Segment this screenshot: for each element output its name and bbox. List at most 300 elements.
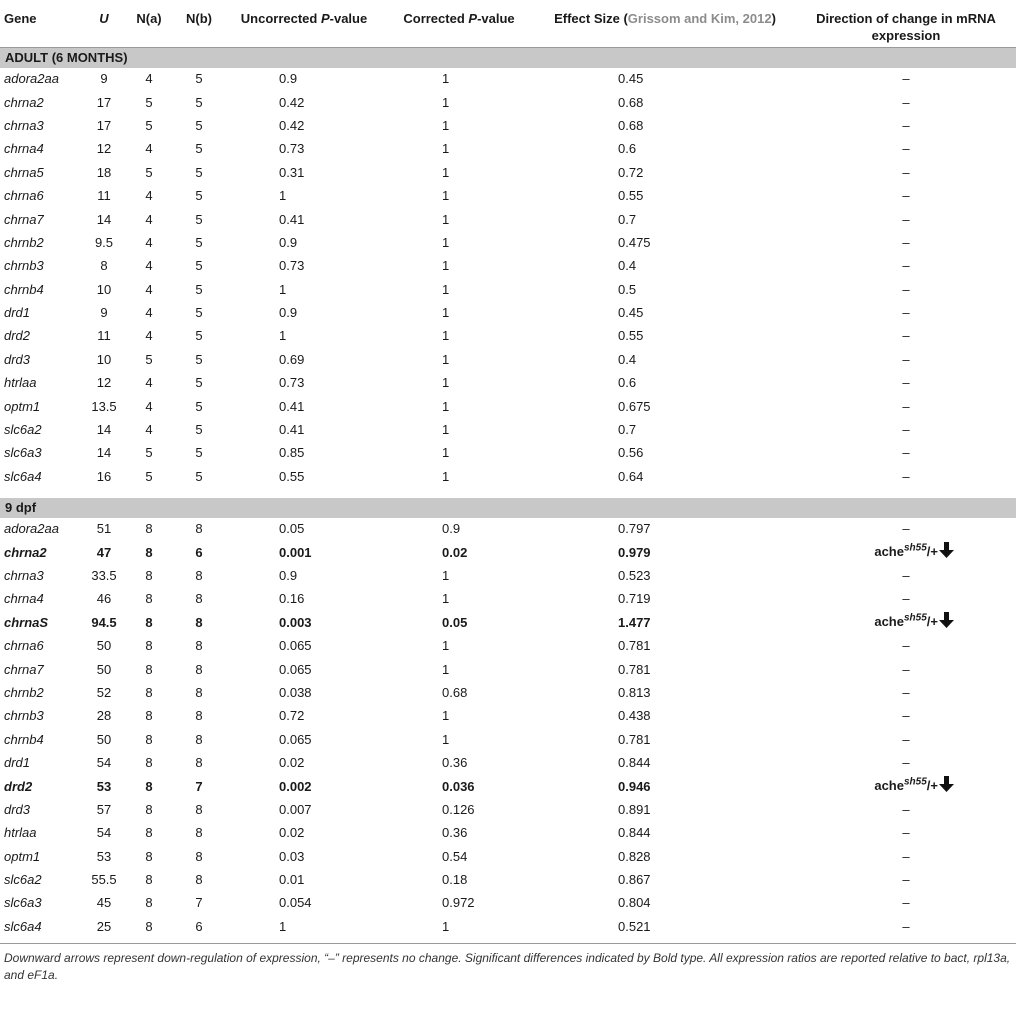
table-row — [0, 395, 1016, 418]
corrected-p-cell: 1 — [442, 117, 450, 133]
gene-cell: chrna3 — [4, 568, 44, 583]
u-cell: 54 — [96, 755, 112, 771]
direction-cell: – — [902, 258, 910, 274]
na-cell: 4 — [145, 281, 153, 297]
nb-cell: 8 — [195, 872, 203, 888]
direction-cell: – — [902, 825, 910, 841]
na-cell: 5 — [145, 94, 153, 110]
gene-cell: optm1 — [4, 398, 41, 414]
corrected-p-cell: 1 — [442, 141, 450, 157]
u-cell: 51 — [96, 521, 112, 537]
nb-cell: 7 — [195, 895, 203, 911]
header-unc-suffix: -value — [329, 11, 368, 26]
na-cell: 8 — [145, 684, 153, 700]
effect-size-cell: 0.719 — [618, 591, 651, 607]
gene-cell: chrna4 — [4, 591, 44, 607]
direction-allele-superscript: sh55 — [903, 612, 927, 624]
gene-cell: slc6a2 — [4, 872, 42, 888]
corrected-p-cell: 1 — [442, 328, 450, 344]
down-arrow-icon — [939, 542, 954, 564]
header-effect-size — [534, 0, 796, 47]
header-uncorrected-p — [224, 0, 384, 47]
nb-cell: 8 — [195, 614, 203, 630]
corrected-p-cell: 0.126 — [442, 801, 475, 817]
corrected-p-cell: 0.54 — [442, 848, 468, 864]
gene-cell: chrnb3 — [4, 708, 44, 724]
u-cell: 14 — [96, 422, 112, 438]
gene-cell: chrna4 — [4, 141, 44, 157]
table-row — [0, 68, 1016, 91]
uncorrected-p-cell: 0.065 — [279, 661, 312, 677]
header-gene: Gene — [0, 0, 84, 47]
direction-cell: – — [902, 468, 910, 484]
header-u-label: U — [99, 11, 109, 26]
nb-cell: 5 — [195, 398, 203, 414]
u-cell: 17 — [96, 94, 112, 110]
effect-size-cell: 0.438 — [618, 708, 651, 724]
table-row — [0, 541, 1016, 564]
effect-size-cell: 0.4 — [618, 258, 637, 274]
u-cell: 16 — [96, 468, 112, 484]
section-title: ADULT (6 MONTHS) — [0, 47, 1016, 68]
effect-size-cell: 0.844 — [618, 755, 651, 771]
u-cell: 14 — [96, 211, 112, 227]
direction-cell: – — [902, 918, 910, 934]
effect-size-cell: 0.946 — [618, 778, 651, 794]
direction-genotype-suffix: /+ — [926, 543, 938, 559]
u-cell: 8 — [100, 258, 108, 274]
gene-cell: chrna6 — [4, 188, 44, 204]
header-corrected-p — [384, 0, 534, 47]
uncorrected-p-cell: 0.41 — [279, 398, 305, 414]
u-cell: 33.5 — [91, 568, 117, 583]
uncorrected-p-cell: 0.038 — [279, 684, 312, 700]
corrected-p-cell: 1 — [442, 708, 450, 724]
header-eff-suffix: ) — [771, 11, 776, 26]
corrected-p-cell: 0.972 — [442, 895, 475, 911]
gene-cell: htrlaa — [4, 825, 37, 841]
direction-cell: – — [902, 398, 910, 414]
nb-cell: 8 — [195, 568, 203, 583]
uncorrected-p-cell: 0.16 — [279, 591, 305, 607]
u-cell: 12 — [96, 141, 112, 157]
uncorrected-p-cell: 1 — [279, 281, 287, 297]
nb-cell: 5 — [195, 234, 203, 250]
corrected-p-cell: 1 — [442, 661, 450, 677]
corrected-p-cell: 1 — [442, 731, 450, 747]
table-row — [0, 138, 1016, 161]
u-cell: 11 — [97, 328, 111, 344]
table-row — [0, 705, 1016, 728]
u-cell: 17 — [96, 117, 112, 133]
u-cell: 12 — [96, 375, 112, 391]
table-body — [0, 47, 1016, 939]
gene-cell: chrna7 — [4, 211, 44, 227]
corrected-p-cell: 0.036 — [442, 778, 475, 794]
corrected-p-cell: 1 — [442, 258, 450, 274]
na-cell: 8 — [145, 614, 153, 630]
uncorrected-p-cell: 0.065 — [279, 731, 312, 747]
corrected-p-cell: 1 — [442, 591, 450, 607]
gene-cell: drd3 — [4, 801, 31, 817]
nb-cell: 8 — [195, 755, 203, 771]
nb-cell: 5 — [195, 281, 203, 297]
table-row — [0, 442, 1016, 465]
section-spacer — [0, 489, 1016, 498]
gene-cell: slc6a3 — [4, 895, 42, 911]
header-eff-reference-link[interactable]: Grissom and Kim, 2012 — [627, 11, 772, 26]
gene-cell: slc6a3 — [4, 445, 42, 461]
table-row — [0, 325, 1016, 348]
effect-size-cell: 0.45 — [618, 305, 644, 321]
uncorrected-p-cell: 0.73 — [279, 375, 305, 391]
direction-cell: – — [902, 211, 910, 227]
u-cell: 25 — [96, 918, 112, 934]
na-cell: 4 — [145, 71, 153, 87]
na-cell: 8 — [145, 872, 153, 888]
gene-cell: slc6a4 — [4, 468, 42, 484]
table-row — [0, 372, 1016, 395]
na-cell: 5 — [145, 445, 153, 461]
effect-size-cell: 0.55 — [618, 188, 644, 204]
nb-cell: 6 — [195, 544, 203, 560]
na-cell: 8 — [145, 591, 153, 607]
uncorrected-p-cell: 0.73 — [279, 141, 305, 157]
u-cell: 9 — [100, 305, 108, 321]
table-row — [0, 564, 1016, 587]
u-cell: 54 — [96, 825, 112, 841]
gene-cell: htrlaa — [4, 375, 37, 391]
nb-cell: 5 — [195, 422, 203, 438]
gene-cell: adora2aa — [4, 521, 59, 537]
table-row — [0, 184, 1016, 207]
nb-cell: 8 — [195, 591, 203, 607]
uncorrected-p-cell: 0.9 — [279, 71, 298, 87]
nb-cell: 5 — [195, 141, 203, 157]
nb-cell: 8 — [195, 848, 203, 864]
effect-size-cell: 0.64 — [618, 468, 644, 484]
gene-cell: drd1 — [4, 305, 31, 321]
table-row — [0, 611, 1016, 634]
direction-genotype-suffix: /+ — [926, 613, 938, 629]
gene-cell: chrnb4 — [4, 731, 44, 747]
u-cell: 55.5 — [91, 872, 117, 888]
corrected-p-cell: 1 — [442, 351, 450, 367]
direction-cell: – — [902, 731, 910, 747]
uncorrected-p-cell: 0.054 — [279, 895, 312, 911]
effect-size-cell: 0.6 — [618, 141, 637, 157]
direction-cell: – — [902, 521, 910, 537]
nb-cell: 8 — [195, 825, 203, 841]
down-arrow-icon — [939, 776, 954, 798]
section-title: 9 dpf — [0, 498, 1016, 518]
corrected-p-cell: 1 — [442, 305, 450, 321]
u-cell: 53 — [96, 848, 112, 864]
u-cell: 18 — [96, 164, 112, 180]
header-eff-prefix: Effect Size ( — [554, 11, 628, 26]
table-row — [0, 915, 1016, 938]
direction-cell: – — [902, 188, 910, 204]
effect-size-cell: 0.55 — [618, 328, 644, 344]
table-row — [0, 588, 1016, 611]
table-row — [0, 868, 1016, 891]
effect-size-cell: 0.521 — [618, 918, 651, 934]
table-row — [0, 798, 1016, 821]
direction-genotype: ache — [874, 613, 904, 629]
direction-cell: – — [902, 141, 910, 157]
direction-cell: – — [902, 375, 910, 391]
direction-cell: – — [902, 328, 910, 344]
direction-cell — [796, 611, 1016, 634]
uncorrected-p-cell: 0.72 — [279, 708, 305, 724]
table-row — [0, 114, 1016, 137]
nb-cell: 8 — [195, 661, 203, 677]
table-row — [0, 231, 1016, 254]
nb-cell: 5 — [195, 468, 203, 484]
table-row — [0, 208, 1016, 231]
uncorrected-p-cell: 1 — [279, 328, 287, 344]
nb-cell: 6 — [195, 918, 203, 934]
corrected-p-cell: 0.18 — [442, 872, 468, 888]
corrected-p-cell: 1 — [442, 234, 450, 250]
nb-cell: 5 — [195, 71, 203, 87]
direction-cell: – — [902, 422, 910, 438]
na-cell: 4 — [145, 188, 153, 204]
gene-cell: slc6a4 — [4, 918, 42, 934]
corrected-p-cell: 1 — [442, 445, 450, 461]
nb-cell: 5 — [195, 117, 203, 133]
effect-size-cell: 0.7 — [618, 422, 637, 438]
table-header — [0, 0, 1016, 47]
direction-genotype: ache — [874, 543, 904, 559]
header-unc-prefix: Uncorrected — [240, 11, 321, 26]
gene-cell: chrna7 — [4, 661, 44, 677]
uncorrected-p-cell: 0.73 — [279, 258, 305, 274]
section-header-row — [0, 47, 1016, 68]
nb-cell: 5 — [195, 188, 203, 204]
gene-cell: chrnb3 — [4, 258, 44, 274]
gene-cell: chrnb2 — [4, 234, 44, 250]
gene-cell: drd1 — [4, 755, 31, 771]
effect-size-cell: 0.5 — [618, 281, 637, 297]
u-cell: 28 — [96, 708, 112, 724]
gene-cell: adora2aa — [4, 71, 59, 87]
header-unc-p: P — [320, 11, 330, 26]
effect-size-cell: 0.891 — [618, 801, 651, 817]
direction-cell — [796, 541, 1016, 564]
na-cell: 5 — [145, 351, 153, 367]
nb-cell: 8 — [195, 521, 203, 537]
effect-size-cell: 0.675 — [618, 398, 651, 414]
nb-cell: 5 — [195, 211, 203, 227]
effect-size-cell: 0.68 — [618, 117, 644, 133]
uncorrected-p-cell: 0.69 — [279, 351, 305, 367]
direction-cell: – — [902, 94, 910, 110]
direction-cell: – — [902, 895, 910, 911]
table-row — [0, 278, 1016, 301]
nb-cell: 5 — [195, 94, 203, 110]
gene-cell: drd3 — [4, 351, 31, 367]
nb-cell: 8 — [195, 684, 203, 700]
uncorrected-p-cell: 0.003 — [279, 614, 312, 630]
gene-cell: drd2 — [4, 778, 33, 794]
gene-cell: chrna2 — [4, 544, 47, 560]
na-cell: 4 — [145, 258, 153, 274]
header-cor-prefix: Corrected — [403, 11, 469, 26]
na-cell: 5 — [145, 117, 153, 133]
table-row — [0, 634, 1016, 657]
section-header-row — [0, 498, 1016, 518]
na-cell: 8 — [145, 544, 153, 560]
corrected-p-cell: 1 — [442, 164, 450, 180]
effect-size-cell: 0.45 — [618, 71, 644, 87]
nb-cell: 5 — [195, 305, 203, 321]
na-cell: 8 — [145, 801, 153, 817]
uncorrected-p-cell: 0.007 — [279, 801, 312, 817]
uncorrected-p-cell: 0.03 — [279, 848, 305, 864]
corrected-p-cell: 0.36 — [442, 825, 468, 841]
effect-size-cell: 1.477 — [618, 614, 651, 630]
direction-allele-superscript: sh55 — [903, 542, 927, 554]
u-cell: 53 — [96, 778, 112, 794]
direction-cell: – — [902, 661, 910, 677]
corrected-p-cell: 0.9 — [442, 521, 461, 537]
na-cell: 8 — [145, 731, 153, 747]
uncorrected-p-cell: 0.01 — [279, 872, 305, 888]
header-cor-p: P — [468, 11, 478, 26]
u-cell: 50 — [96, 638, 112, 654]
nb-cell: 8 — [195, 638, 203, 654]
u-cell: 94.5 — [91, 614, 117, 630]
direction-cell: – — [902, 305, 910, 321]
gene-cell: chrnb4 — [4, 281, 44, 297]
gene-cell: chrnb2 — [4, 684, 44, 700]
corrected-p-cell: 1 — [442, 375, 450, 391]
nb-cell: 5 — [195, 375, 203, 391]
corrected-p-cell: 1 — [442, 188, 450, 204]
na-cell: 4 — [145, 234, 153, 250]
nb-cell: 7 — [195, 778, 203, 794]
na-cell: 8 — [145, 895, 153, 911]
na-cell: 8 — [145, 568, 153, 583]
direction-genotype-suffix: /+ — [926, 777, 938, 793]
u-cell: 47 — [96, 544, 112, 560]
uncorrected-p-cell: 0.02 — [279, 755, 305, 771]
uncorrected-p-cell: 0.41 — [279, 422, 305, 438]
uncorrected-p-cell: 0.05 — [279, 521, 305, 537]
uncorrected-p-cell: 0.065 — [279, 638, 312, 654]
u-cell: 13.5 — [91, 398, 117, 414]
table-row — [0, 751, 1016, 774]
gene-cell: optm1 — [4, 848, 41, 864]
u-cell: 46 — [96, 591, 112, 607]
uncorrected-p-cell: 0.42 — [279, 117, 305, 133]
nb-cell: 5 — [195, 258, 203, 274]
corrected-p-cell: 1 — [442, 71, 450, 87]
direction-cell: – — [902, 445, 910, 461]
header-nb: N(b) — [174, 0, 224, 47]
uncorrected-p-cell: 0.9 — [279, 568, 298, 583]
uncorrected-p-cell: 0.31 — [279, 164, 305, 180]
u-cell: 57 — [96, 801, 112, 817]
effect-size-cell: 0.523 — [618, 568, 651, 583]
direction-genotype: ache — [874, 777, 904, 793]
u-cell: 10 — [96, 281, 112, 297]
na-cell: 8 — [145, 708, 153, 724]
effect-size-cell: 0.56 — [618, 445, 644, 461]
corrected-p-cell: 0.68 — [442, 684, 468, 700]
effect-size-cell: 0.7 — [618, 211, 637, 227]
table-row — [0, 892, 1016, 915]
uncorrected-p-cell: 0.9 — [279, 305, 298, 321]
effect-size-cell: 0.867 — [618, 872, 651, 888]
corrected-p-cell: 0.05 — [442, 614, 468, 630]
nb-cell: 5 — [195, 164, 203, 180]
direction-cell: – — [902, 708, 910, 724]
table-row — [0, 465, 1016, 488]
direction-cell: – — [902, 755, 910, 771]
u-cell: 52 — [96, 684, 112, 700]
table-row — [0, 681, 1016, 704]
na-cell: 5 — [145, 164, 153, 180]
nb-cell: 8 — [195, 801, 203, 817]
effect-size-cell: 0.828 — [618, 848, 651, 864]
uncorrected-p-cell: 0.41 — [279, 211, 305, 227]
direction-cell: – — [902, 117, 910, 133]
effect-size-cell: 0.72 — [618, 164, 644, 180]
corrected-p-cell: 1 — [442, 918, 450, 934]
gene-cell: chrnaS — [4, 614, 49, 630]
na-cell: 8 — [145, 755, 153, 771]
uncorrected-p-cell: 1 — [279, 188, 287, 204]
u-cell: 50 — [96, 731, 112, 747]
table-row — [0, 255, 1016, 278]
direction-cell: – — [902, 591, 910, 607]
effect-size-cell: 0.979 — [618, 544, 651, 560]
table-row — [0, 301, 1016, 324]
direction-cell: – — [902, 71, 910, 87]
na-cell: 8 — [145, 638, 153, 654]
na-cell: 8 — [145, 778, 153, 794]
header-direction: Direction of change in mRNA expression — [796, 0, 1016, 47]
effect-size-cell: 0.475 — [618, 234, 651, 250]
u-cell: 14 — [96, 445, 112, 461]
direction-cell: – — [902, 281, 910, 297]
table-row — [0, 418, 1016, 441]
nb-cell: 5 — [195, 445, 203, 461]
effect-size-cell: 0.781 — [618, 638, 651, 654]
uncorrected-p-cell: 0.02 — [279, 825, 305, 841]
table-row — [0, 161, 1016, 184]
table-row — [0, 658, 1016, 681]
na-cell: 4 — [145, 375, 153, 391]
corrected-p-cell: 1 — [442, 422, 450, 438]
header-cor-suffix: -value — [477, 11, 515, 26]
na-cell: 8 — [145, 825, 153, 841]
corrected-p-cell: 1 — [442, 638, 450, 654]
effect-size-cell: 0.813 — [618, 684, 651, 700]
effect-size-cell: 0.4 — [618, 351, 637, 367]
na-cell: 8 — [145, 661, 153, 677]
direction-cell: – — [902, 848, 910, 864]
gene-cell: slc6a2 — [4, 422, 42, 438]
table-row — [0, 845, 1016, 868]
u-cell: 11 — [97, 188, 111, 204]
uncorrected-p-cell: 0.001 — [279, 544, 312, 560]
u-cell: 10 — [96, 351, 112, 367]
u-cell: 50 — [96, 661, 112, 677]
corrected-p-cell: 1 — [442, 94, 450, 110]
